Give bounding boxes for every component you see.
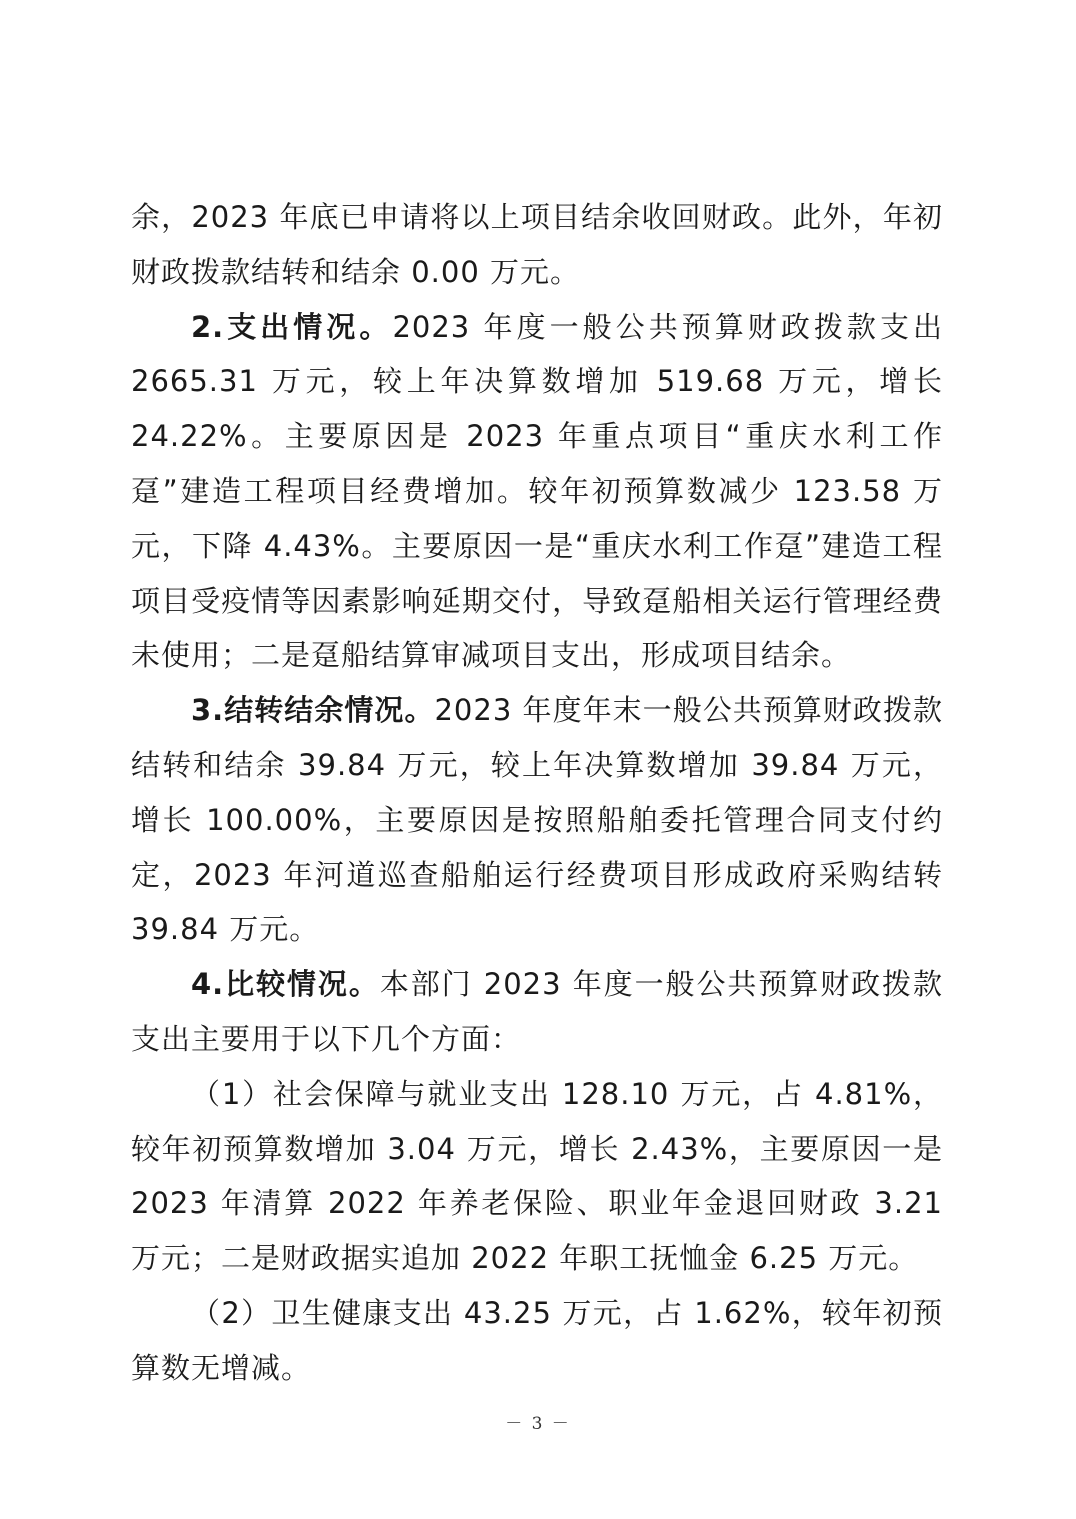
paragraph-text: 2023 年度年末一般公共预算财政拨款结转和结余 39.84 万元，较上年决算数增加 39.84 万元，增长 100.00%，主要原因是按照船舶委托管理合同支付约定，2023 年河道巡查船舶运行经费项目形成政府采购结转 39.84 万元。: [131, 693, 943, 947]
paragraph-text: （1）社会保障与就业支出 128.10 万元，占 4.81%，较年初预算数增加 3.04 万元，增长 2.43%，主要原因一是 2023 年清算 2022 年养老保险、职业年金退回财政 3.21 万元；二是财政据实追加 2022 年职工抚恤金 6.25 万元。: [131, 1076, 943, 1276]
paragraph-carryover: [131, 683, 943, 957]
paragraph-expenditure: [131, 300, 943, 684]
document-body: [131, 190, 943, 1396]
section-heading-comparison: 4.比较情况。: [191, 967, 380, 1002]
paragraph-text: 余，2023 年底已申请将以上项目结余收回财政。此外，年初财政拨款结转和结余 0.00 万元。: [131, 200, 943, 289]
list-item-social-security: [131, 1067, 943, 1286]
paragraph-continuation: [131, 190, 943, 300]
paragraph-text: （2）卫生健康支出 43.25 万元，占 1.62%，较年初预算数无增减。: [131, 1295, 943, 1385]
page-number: － 3 －: [505, 1414, 571, 1434]
list-item-health: [131, 1286, 943, 1396]
section-heading-expenditure: 2.支出情况。: [191, 309, 393, 344]
paragraph-text: 2023 年度一般公共预算财政拨款支出 2665.31 万元，较上年决算数增加 519.68 万元，增长 24.22%。主要原因是 2023 年重点项目“重庆水利工作趸”建造工程项目经费增加。较年初预算数减少 123.58 万元，下降 4.43%。主要原因一是“重庆水利工作趸”建造工程项目受疫情等因素影响延期交付，导致趸船相关运行管理经费未使用；二是趸船结算审减项目支出，形成项目结余。: [131, 309, 943, 673]
paragraph-comparison: [131, 957, 943, 1067]
paragraph-text: 本部门 2023 年度一般公共预算财政拨款支出主要用于以下几个方面：: [131, 967, 943, 1056]
section-heading-carryover: 3.结转结余情况。: [191, 693, 435, 728]
